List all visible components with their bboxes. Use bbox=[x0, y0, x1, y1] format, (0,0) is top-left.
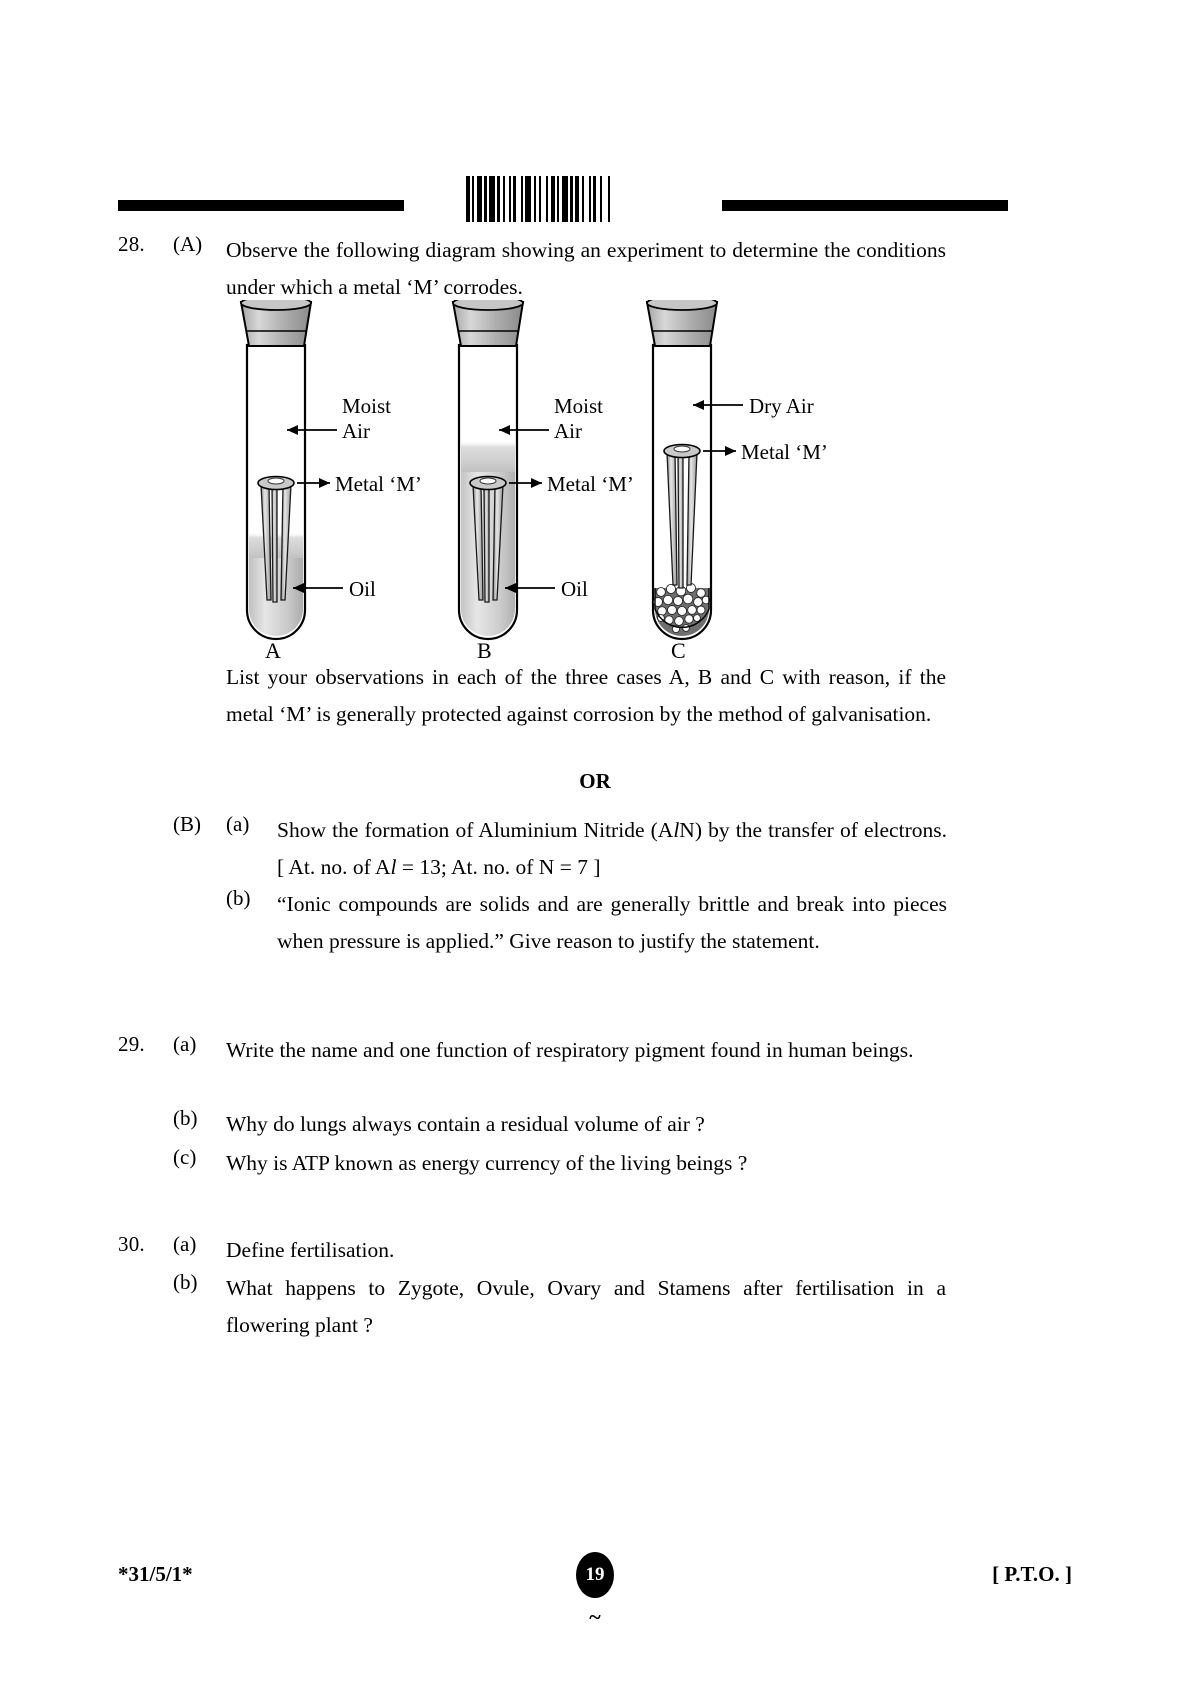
tube-b-moist-air-label-line2: Air bbox=[554, 419, 582, 443]
question-28-option-a-label: (A) bbox=[173, 232, 203, 256]
aln-italic-l-2: l bbox=[390, 855, 397, 879]
aln-text-3: = 13; At. no. of N = 7 ] bbox=[396, 855, 601, 879]
page-number-badge: 19 bbox=[576, 1552, 614, 1598]
question-28-b-a-text bbox=[277, 812, 947, 886]
tube-a-moist-air-label-line1: Moist bbox=[342, 394, 392, 418]
question-28-option-a-text: Observe the following diagram showing an experiment to determine the conditions under which a metal ‘M’ corrodes. bbox=[226, 238, 946, 299]
tube-c-dry-air-label: Dry Air bbox=[749, 394, 814, 418]
test-tube-b bbox=[453, 300, 634, 663]
tube-b-caption: B bbox=[477, 638, 492, 663]
question-28-b-b-label: (b) bbox=[226, 886, 251, 910]
question-29-b-label: (b) bbox=[173, 1106, 198, 1130]
question-29-c-text: Why is ATP known as energy currency of the living beings ? bbox=[226, 1151, 748, 1175]
question-30-a-text: Define fertilisation. bbox=[226, 1238, 395, 1262]
barcode-bar bbox=[610, 176, 613, 222]
tube-c-metal-label: Metal ‘M’ bbox=[741, 440, 828, 464]
question-29-a-label: (a) bbox=[173, 1032, 197, 1056]
question-30-number: 30. bbox=[118, 1232, 145, 1256]
barcode bbox=[466, 176, 648, 222]
question-29-c-label: (c) bbox=[173, 1145, 197, 1169]
tube-c-caption: C bbox=[671, 638, 686, 663]
header-rule-left bbox=[118, 200, 404, 211]
question-30-b-label: (b) bbox=[173, 1270, 198, 1294]
aln-text-2: N) by the transfer of electrons. [ At. no. of A bbox=[277, 818, 947, 879]
tube-b-moist-air-label-line1: Moist bbox=[554, 394, 604, 418]
paper-code: *31/5/1* bbox=[118, 1562, 193, 1586]
header-rule-right bbox=[722, 200, 1008, 211]
tube-b-oil-label: Oil bbox=[561, 577, 588, 601]
test-tube-c bbox=[647, 300, 828, 663]
question-28-number: 28. bbox=[118, 232, 145, 256]
question-29-b-text: Why do lungs always contain a residual volume of air ? bbox=[226, 1112, 705, 1136]
tube-a-oil-label: Oil bbox=[349, 577, 376, 601]
question-28-b-b-text: “Ionic compounds are solids and are generally brittle and break into pieces when pressure is applied.” Give reason to justify the statement. bbox=[277, 892, 947, 953]
pto-marker: [ P.T.O. ] bbox=[992, 1562, 1072, 1586]
or-divider: OR bbox=[579, 769, 611, 793]
tube-b-metal-label: Metal ‘M’ bbox=[547, 472, 634, 496]
question-28-b-a-label: (a) bbox=[226, 812, 250, 836]
tube-a-moist-air-label-line2: Air bbox=[342, 419, 370, 443]
question-29-number: 29. bbox=[118, 1032, 145, 1056]
test-tube-a bbox=[241, 300, 422, 663]
aln-text-1: Show the formation of Aluminium Nitride (A bbox=[277, 818, 674, 842]
question-28-followup-text: List your observations in each of the three cases A, B and C with reason, if the metal ‘M’ is generally protected against corrosion by the method of galvanisation. bbox=[226, 665, 946, 726]
question-29-a-text: Write the name and one function of respiratory pigment found in human beings. bbox=[226, 1038, 914, 1062]
tube-a-metal-label: Metal ‘M’ bbox=[335, 472, 422, 496]
question-28-option-b-label: (B) bbox=[173, 812, 201, 836]
question-30-b-text: What happens to Zygote, Ovule, Ovary and Stamens after fertilisation in a flowering plant ? bbox=[226, 1276, 946, 1337]
question-30-a-label: (a) bbox=[173, 1232, 197, 1256]
tilde-mark: ~ bbox=[589, 1604, 601, 1629]
corrosion-experiment-diagram bbox=[225, 300, 845, 690]
aln-italic-l-1: l bbox=[673, 818, 680, 842]
tube-a-caption: A bbox=[265, 638, 281, 663]
page-header bbox=[118, 186, 1008, 232]
